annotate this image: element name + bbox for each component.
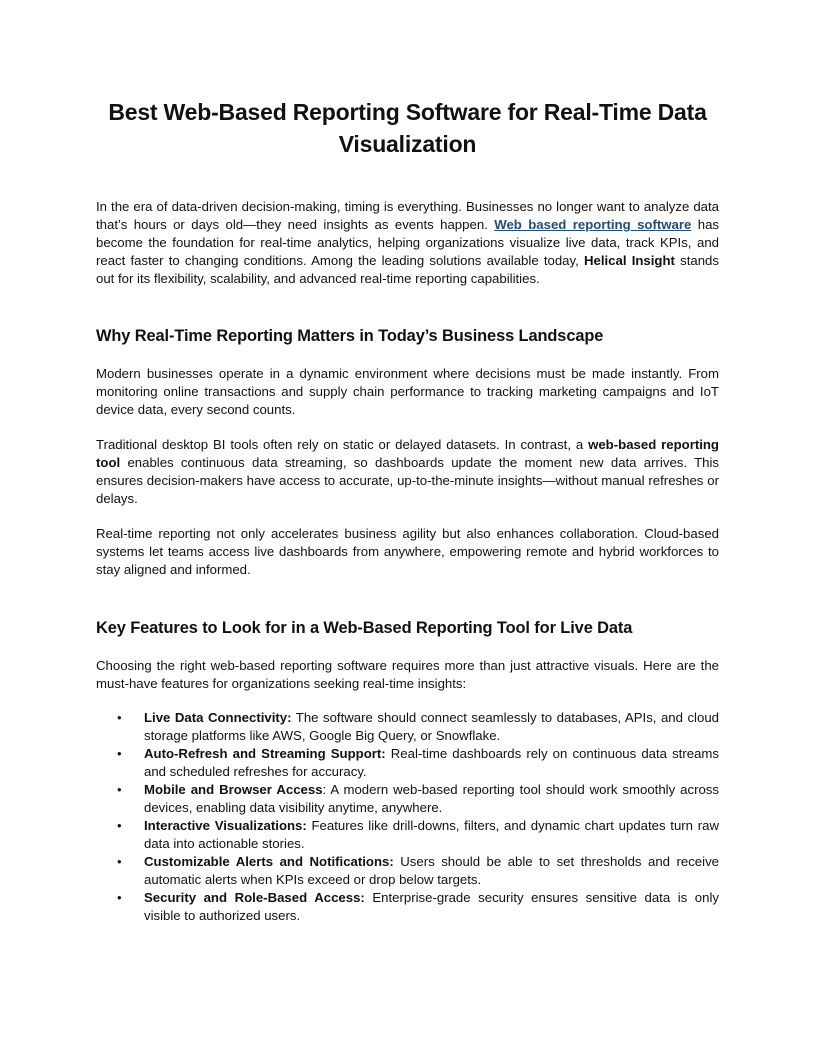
section-heading-why-real-time: Why Real-Time Reporting Matters in Today’s Business Landscape bbox=[96, 327, 604, 345]
list-item bbox=[96, 781, 719, 817]
feature-text: Enterprise-grade security ensures sensitive data is only visible to authorized users. bbox=[144, 890, 719, 923]
web-based-reporting-link[interactable]: Web based reporting software bbox=[494, 217, 692, 232]
bullet-icon: • bbox=[117, 782, 122, 797]
feature-text: The software should connect seamlessly to databases, APIs, and cloud storage platforms like AWS, Google Big Query, or Snowflake. bbox=[144, 710, 719, 743]
intro-text-3: stands out for its flexibility, scalability, and advanced real-time reporting capabilities. bbox=[96, 253, 719, 286]
intro-text-2: has become the foundation for real-time analytics, helping organizations visualize live data, track KPIs, and react faster to changing conditions. Among the leading solutions available today, bbox=[96, 217, 719, 268]
section1-p2-bold: web-based reporting tool bbox=[96, 437, 719, 470]
list-item bbox=[96, 709, 719, 745]
feature-text: : A modern web-based reporting tool should work smoothly across devices, enabling data visibility anytime, anywhere. bbox=[144, 782, 719, 815]
intro-text-1: In the era of data-driven decision-making, timing is everything. Businesses no longer want to analyze data that’s hours or days old—they need insights as events happen. bbox=[96, 199, 719, 232]
bullet-icon: • bbox=[117, 746, 122, 761]
bullet-icon: • bbox=[117, 710, 122, 725]
section2-intro-paragraph: Choosing the right web-based reporting software requires more than just attractive visuals. Here are the must-have features for organizations seeking real-time insights: bbox=[96, 658, 719, 691]
list-item bbox=[96, 889, 719, 925]
feature-label: Interactive Visualizations: bbox=[144, 818, 307, 833]
bullet-icon: • bbox=[117, 818, 122, 833]
feature-list bbox=[96, 709, 719, 925]
feature-label: Mobile and Browser Access bbox=[144, 782, 323, 797]
feature-text: Real-time dashboards rely on continuous data streams and scheduled refreshes for accuracy. bbox=[144, 746, 719, 779]
list-item bbox=[96, 817, 719, 853]
section1-p2-text-1: Traditional desktop BI tools often rely on static or delayed datasets. In contrast, a bbox=[96, 437, 589, 452]
document-page bbox=[96, 96, 719, 925]
section-heading-key-features: Key Features to Look for in a Web-Based Reporting Tool for Live Data bbox=[96, 619, 633, 637]
feature-label: Auto-Refresh and Streaming Support: bbox=[144, 746, 386, 761]
feature-text: Users should be able to set thresholds and receive automatic alerts when KPIs exceed or drop below targets. bbox=[144, 854, 719, 887]
section1-paragraph-3: Real-time reporting not only accelerates business agility but also enhances collaboration. Cloud-based systems let teams access live dashboards from anywhere, empowering remote and hybrid workforces to stay aligned and informed. bbox=[96, 526, 719, 577]
section1-paragraph-1: Modern businesses operate in a dynamic environment where decisions must be made instantly. From monitoring online transactions and supply chain performance to tracking marketing campaigns and IoT device data, every second counts. bbox=[96, 366, 719, 417]
feature-label: Customizable Alerts and Notifications: bbox=[144, 854, 394, 869]
section1-p2-text-2: enables continuous data streaming, so dashboards update the moment new data arrives. This ensures decision-makers have access to accurate, up-to-the-minute insights—without manual refreshes or delays. bbox=[96, 455, 719, 506]
intro-paragraph bbox=[96, 198, 719, 288]
bullet-icon: • bbox=[117, 854, 122, 869]
section1-paragraph-2 bbox=[96, 436, 719, 508]
list-item bbox=[96, 745, 719, 781]
feature-label: Live Data Connectivity: bbox=[144, 710, 292, 725]
feature-text: Features like drill-downs, filters, and dynamic chart updates turn raw data into actionable stories. bbox=[144, 818, 719, 851]
list-item bbox=[96, 853, 719, 889]
feature-label: Security and Role-Based Access: bbox=[144, 890, 365, 905]
intro-bold-helical-insight: Helical Insight bbox=[584, 253, 675, 268]
document-title: Best Web-Based Reporting Software for Real-Time Data Visualization bbox=[108, 99, 707, 157]
bullet-icon: • bbox=[117, 890, 122, 905]
